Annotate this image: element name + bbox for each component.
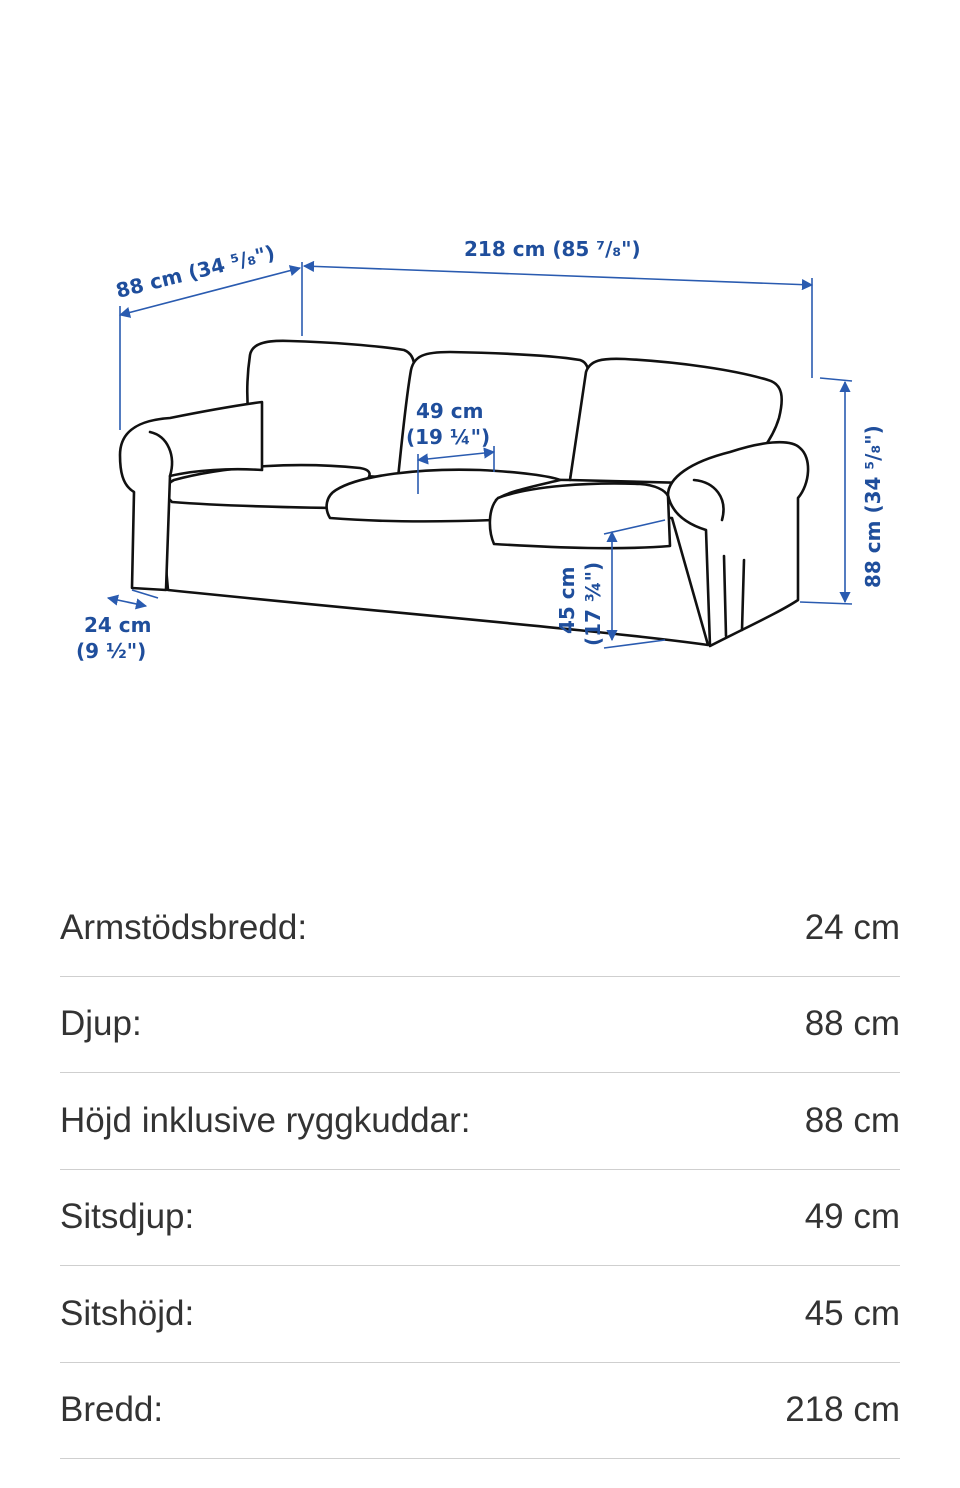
spec-row-armrest-width [60, 880, 900, 977]
seat-height-cm-label: 45 cm [555, 566, 579, 634]
spec-label: Bredd: [60, 1390, 164, 1430]
spec-label: Höjd inklusive ryggkuddar: [60, 1100, 471, 1140]
spec-value: 24 cm [804, 907, 900, 947]
spec-value: 88 cm [804, 1004, 900, 1044]
height-right-label: 88 cm (34 ⁵/₈") [861, 425, 885, 588]
spec-label: Armstödsbredd: [60, 907, 308, 947]
armrest-in-label: (9 ½") [76, 639, 147, 663]
spec-label: Sitshöjd: [60, 1293, 195, 1333]
spec-value: 45 cm [804, 1293, 900, 1333]
spec-row-width [60, 1363, 900, 1460]
back-cushion-left [247, 341, 414, 478]
spec-value: 218 cm [785, 1390, 900, 1430]
seat-height-in-label: (17 ¾") [581, 561, 605, 646]
spec-row-height [60, 1073, 900, 1170]
spec-row-seat-height [60, 1266, 900, 1363]
spec-value: 88 cm [804, 1100, 900, 1140]
armrest-cm-label: 24 cm [84, 613, 152, 637]
spec-value: 49 cm [804, 1197, 900, 1237]
specifications-list [60, 880, 900, 1459]
width-top-label: 218 cm (85 ⁷/₈") [464, 237, 641, 261]
spec-label: Sitsdjup: [60, 1197, 195, 1237]
sofa-illustration [120, 341, 808, 646]
spec-row-depth [60, 977, 900, 1074]
spec-row-seat-depth [60, 1170, 900, 1267]
seat-depth-in-label: (19 ¼") [406, 425, 491, 449]
depth-top-label: 88 cm (34 ⁵/₈") [113, 240, 278, 303]
spec-label: Djup: [60, 1004, 142, 1044]
seat-depth-cm-label: 49 cm [416, 399, 484, 423]
seat-cushion-right [490, 484, 670, 549]
